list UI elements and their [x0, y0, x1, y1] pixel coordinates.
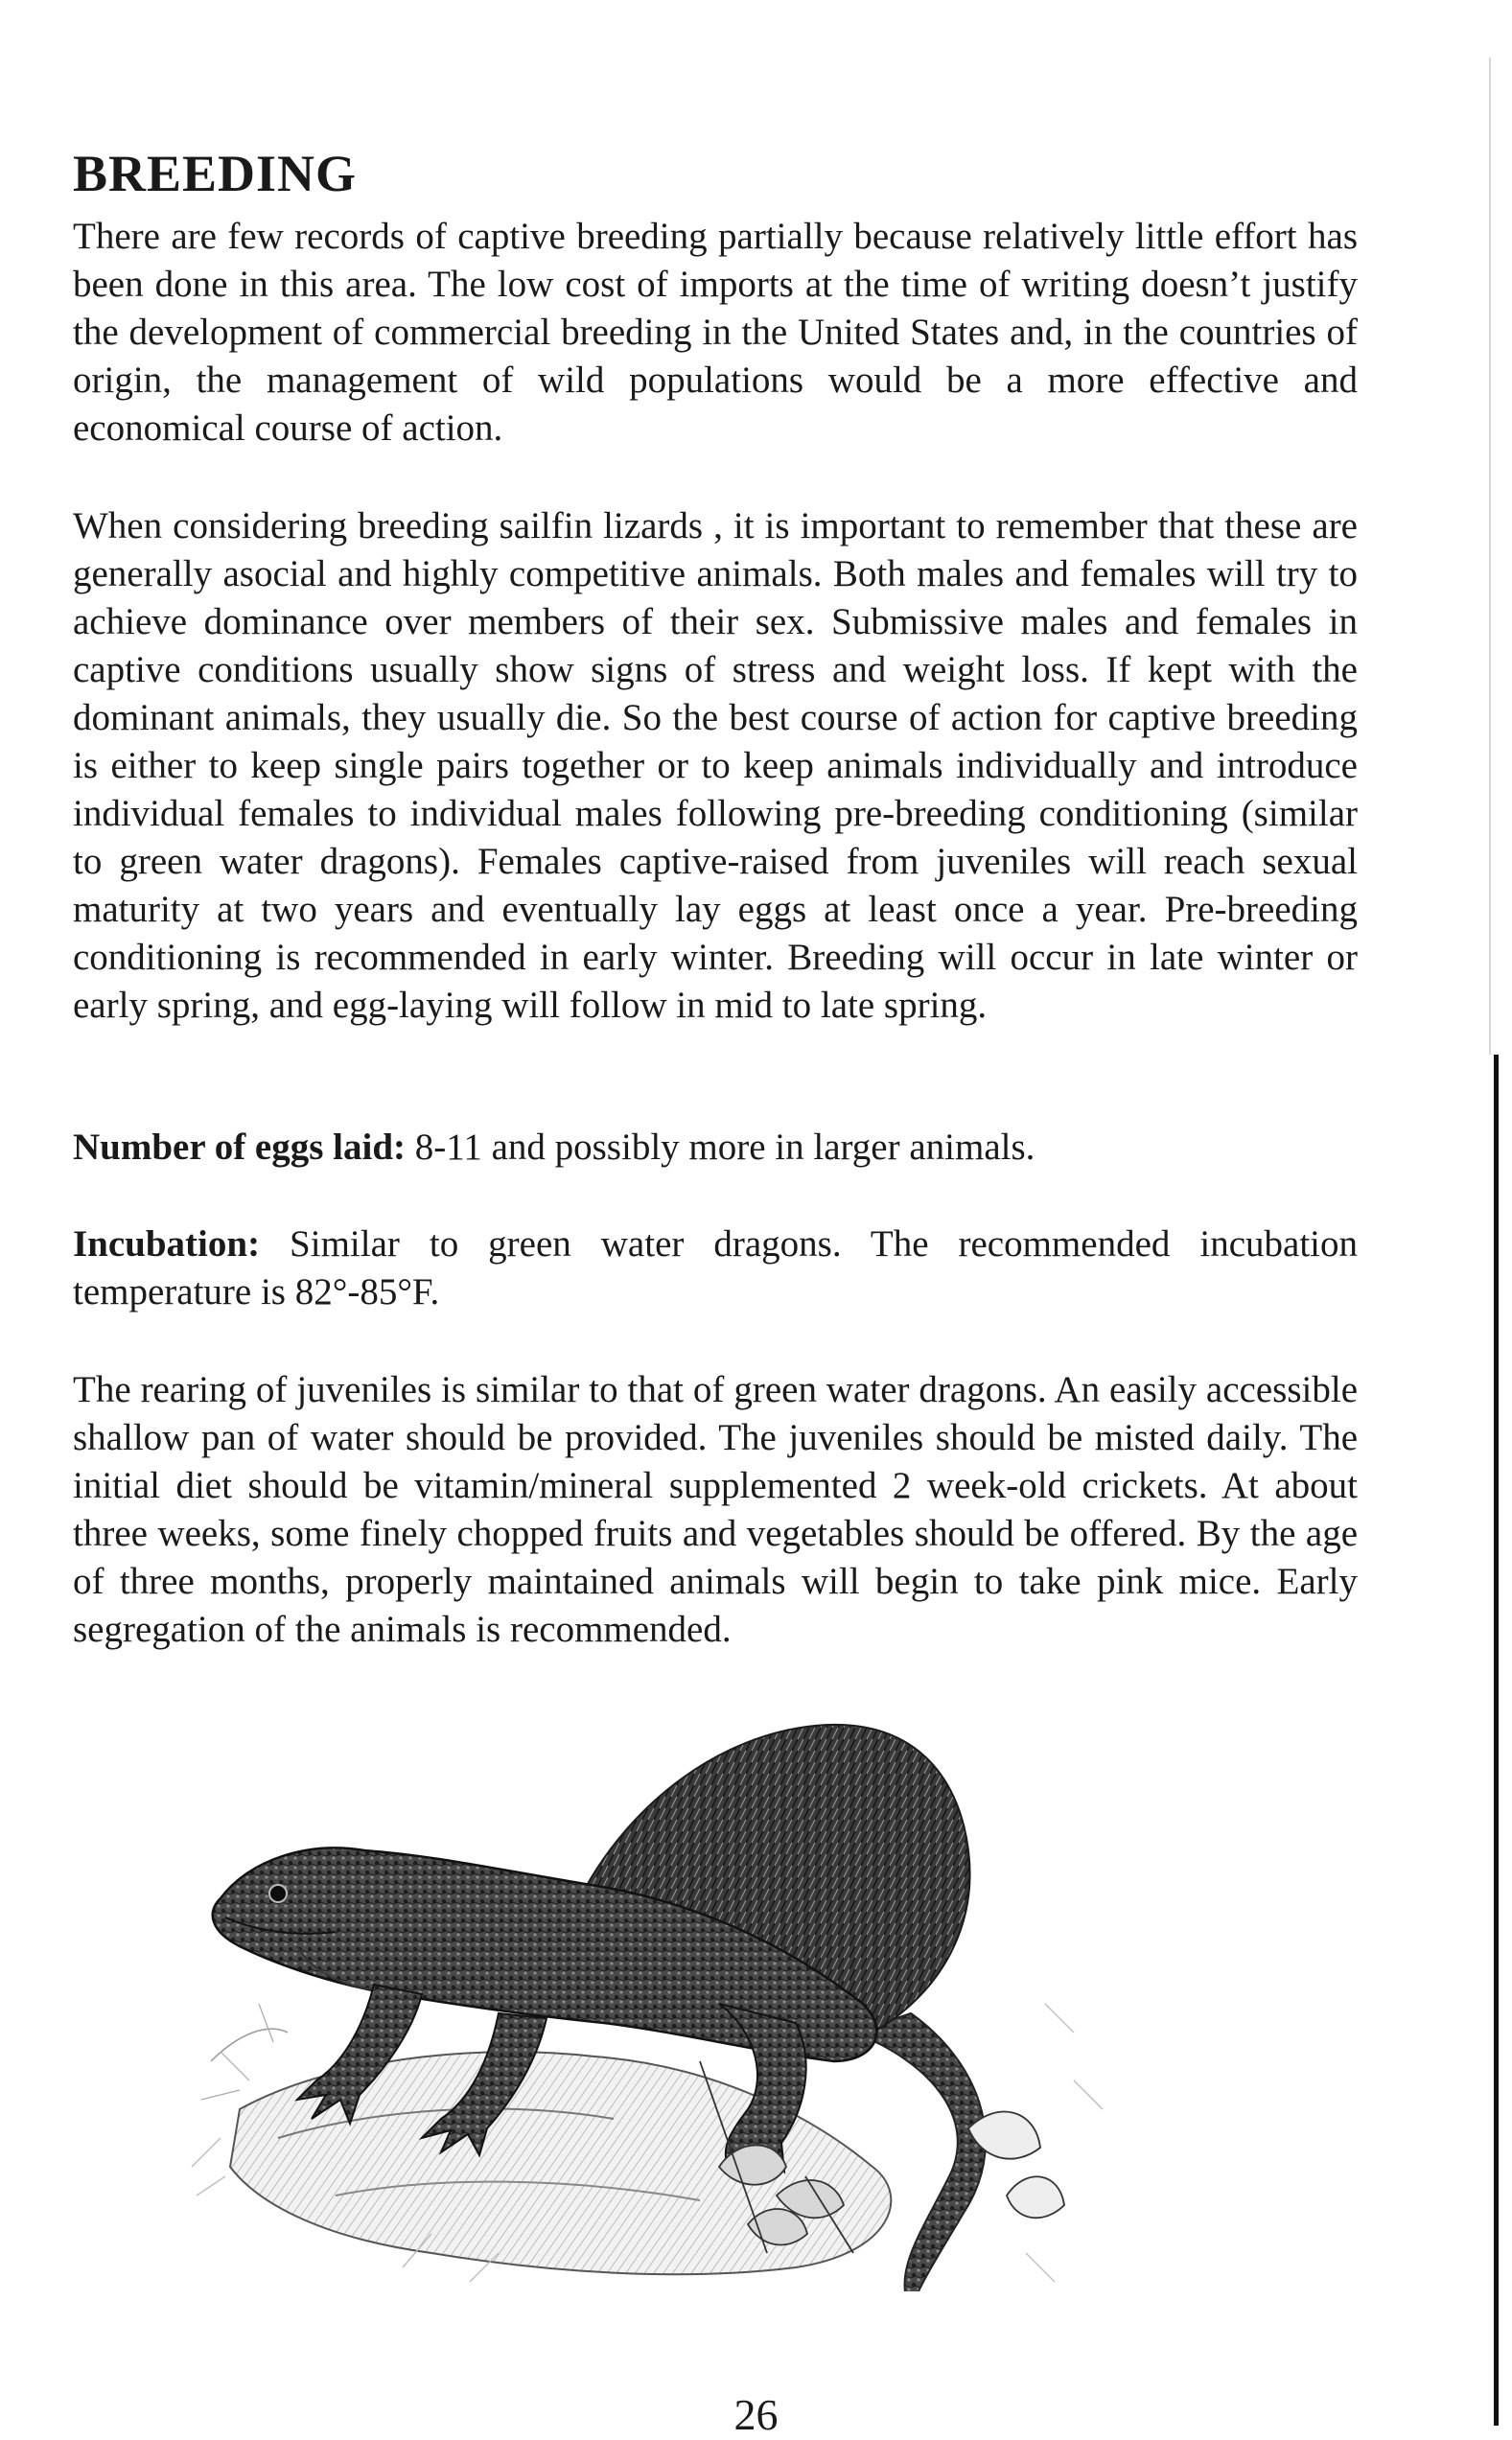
paragraph-rearing-juveniles: The rearing of juveniles is similar to that of green water dragons. An easily accessible shallow pan of water should be provided. The juveniles should be misted daily. The initial diet should be vitamin/mineral supplemented 2 week-old crickets. At about three weeks, some finely chopped fruits and vegetables should be offered. By the age of three months, properly maintained animals will begin to take pink mice. Early segregation of the animals is recommended.: [73, 1369, 1358, 1650]
paragraph-captive-breeding-records: There are few records of captive breeding partially because relatively little effort has been done in this area. The low cost of imports at the time of writing doesn’t justify the development of commercial breeding in the United States and, in the countries of origin, the management of wild populations would be a more effective and economical course of action.: [73, 216, 1358, 449]
incubation-label: Incubation:: [73, 1223, 261, 1265]
eggs-text: 8-11 and possibly more in larger animals.: [406, 1127, 1035, 1168]
lizard-tail: [853, 2013, 986, 2291]
incubation-text: Similar to green water dragons. The recommended incubation temperature is 82°-85°F.: [73, 1223, 1358, 1313]
paragraph-number-of-eggs: [73, 1124, 1358, 1172]
paragraph-incubation: [73, 1220, 1358, 1316]
lizard-eye: [269, 1885, 287, 1902]
page-edge-shadow: [1489, 58, 1491, 1055]
eggs-label: Number of eggs laid:: [73, 1127, 407, 1168]
section-heading: BREEDING: [73, 145, 358, 202]
page-edge-rule: [1494, 1055, 1499, 2426]
page-number: 26: [733, 2390, 779, 2439]
paragraph-breeding-considerations: When considering breeding sailfin lizards , it is important to remember that these are generally asocial and highly competitive animals. Both males and females will try to achieve dominance over members of their sex. Submissive males and females in captive conditions usually show signs of stress and weight loss. If kept with the dominant animals, they usually die. So the best course of action for captive breeding is either to keep single pairs together or to keep animals individually and introduce individual females to individual males following pre-breeding conditioning (similar to green water dragons). Females captive-raised from juveniles will reach sexual maturity at two years and eventually lay eggs at least once a year. Pre-breeding conditioning is recommended in early winter. Breeding will occur in late winter or early spring, and egg-laying will follow in mid to late spring.: [73, 505, 1358, 1026]
sailfin-lizard-illustration: [182, 1716, 1141, 2291]
